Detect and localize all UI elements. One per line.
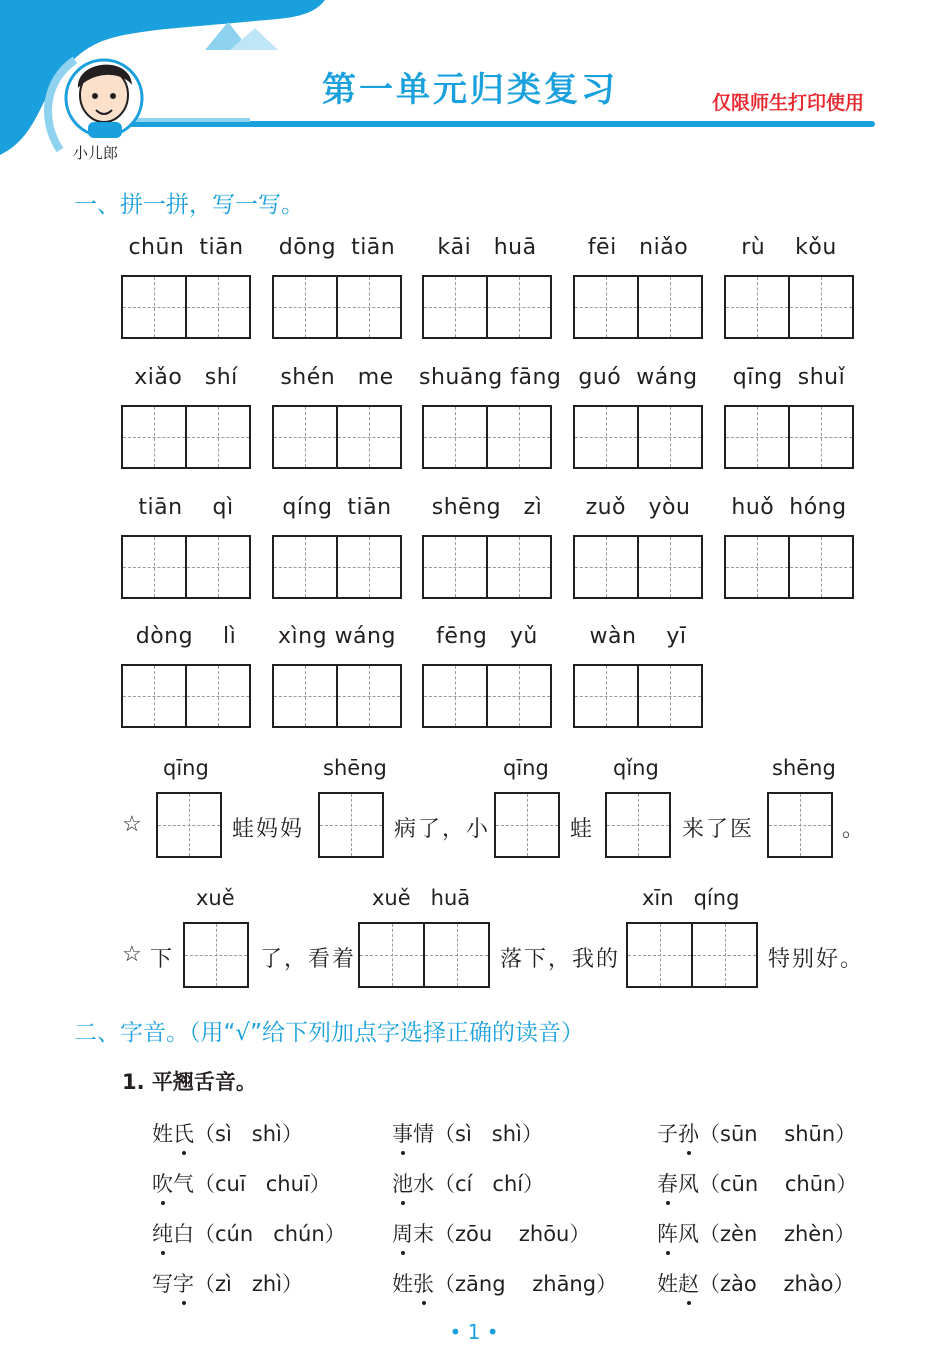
writing-box-pair[interactable]	[358, 922, 490, 988]
pinyin-label: wàn yī	[589, 624, 687, 649]
pinyin-options[interactable]: （cún chún）	[194, 1222, 346, 1246]
pinyin-options[interactable]: （sì shì）	[434, 1122, 543, 1146]
question1-title: 1. 平翘舌音。	[122, 1070, 257, 1094]
character: 周	[392, 1218, 413, 1248]
pronunciation-item	[657, 1168, 857, 1198]
character: 姓	[392, 1272, 413, 1296]
writing-box-pair[interactable]	[422, 664, 552, 728]
character: 水	[413, 1172, 434, 1196]
writing-box[interactable]	[494, 792, 560, 858]
pronunciation-item	[392, 1168, 544, 1198]
writing-box-pair[interactable]	[422, 405, 552, 469]
character: 氏	[173, 1118, 194, 1148]
sentence2-pinyin: xuě	[196, 886, 235, 910]
pronunciation-item	[392, 1218, 590, 1248]
pinyin-label: xìng wáng	[278, 624, 396, 649]
print-notice: 仅限师生打印使用	[712, 92, 865, 114]
pinyin-label: shuāng fāng	[419, 365, 562, 390]
writing-box-pair[interactable]	[422, 275, 552, 339]
pronunciation-item	[657, 1218, 856, 1248]
pronunciation-item	[392, 1118, 543, 1148]
sentence1-pinyin: qīng	[163, 756, 209, 780]
writing-box-pair[interactable]	[272, 535, 402, 599]
writing-box-pair[interactable]	[272, 664, 402, 728]
pinyin-label: qíng tiān	[282, 495, 392, 520]
pinyin-label: dòng lì	[135, 624, 237, 649]
character: 写	[152, 1272, 173, 1296]
character: 情	[413, 1122, 434, 1146]
sentence1-text: 病了，小	[394, 817, 491, 842]
pinyin-label: guó wáng	[578, 365, 698, 390]
character: 孙	[678, 1118, 699, 1148]
pinyin-options[interactable]: （cūn chūn）	[699, 1172, 858, 1196]
writing-box-pair[interactable]	[724, 405, 854, 469]
bicycle-icon	[160, 30, 198, 50]
sentence1-pinyin: qǐng	[613, 756, 659, 780]
sentence1-pinyin: shēng	[772, 756, 836, 780]
writing-box-pair[interactable]	[272, 405, 402, 469]
character: 白	[173, 1222, 194, 1246]
star-icon: ☆	[122, 942, 144, 967]
pinyin-label: xiǎo shí	[134, 365, 238, 390]
pinyin-label: tiān qì	[138, 495, 234, 520]
character: 姓	[657, 1272, 678, 1296]
page-number: • 1 •	[449, 1320, 499, 1344]
writing-box[interactable]	[318, 792, 384, 858]
character: 风	[678, 1172, 699, 1196]
pinyin-options[interactable]: （zōu zhōu）	[434, 1222, 591, 1246]
character: 气	[173, 1172, 194, 1196]
mountain-icon	[205, 22, 278, 50]
pinyin-options[interactable]: （sūn shūn）	[699, 1122, 857, 1146]
pronunciation-item	[657, 1118, 856, 1148]
character: 姓	[152, 1122, 173, 1146]
writing-box-pair[interactable]	[573, 664, 703, 728]
writing-box-pair[interactable]	[573, 535, 703, 599]
writing-box[interactable]	[767, 792, 833, 858]
sentence1-text: 。	[842, 817, 867, 842]
character: 事	[392, 1118, 413, 1148]
section1-title: 一、拼一拼，写一写。	[74, 192, 304, 218]
character: 阵	[657, 1218, 678, 1248]
writing-box-pair[interactable]	[573, 405, 703, 469]
pinyin-label: qīng shuǐ	[732, 365, 846, 390]
character: 末	[413, 1222, 434, 1246]
sentence2-text: 落下，我的	[500, 947, 621, 972]
pinyin-label: shén me	[280, 365, 394, 390]
character: 春	[657, 1168, 678, 1198]
mascot-label: 小儿郎	[73, 144, 119, 162]
sentence1-text: 来了医	[682, 817, 755, 842]
sentence2-pinyin: xuě huā	[372, 886, 471, 910]
sentence1-text: 蛙	[570, 817, 595, 842]
writing-box-pair[interactable]	[724, 275, 854, 339]
sentence1-text: 蛙妈妈	[232, 817, 305, 842]
pinyin-label: fēng yǔ	[436, 624, 538, 649]
sentence2-text: 了，看着	[260, 947, 357, 972]
pronunciation-item	[152, 1218, 346, 1248]
sentence1-pinyin: qīng	[503, 756, 549, 780]
sentence2-pinyin: xīn qíng	[642, 886, 740, 910]
writing-box[interactable]	[156, 792, 222, 858]
character: 池	[392, 1168, 413, 1198]
sentence1-pinyin: shēng	[323, 756, 387, 780]
writing-box-pair[interactable]	[724, 535, 854, 599]
pinyin-options[interactable]: （zèn zhèn）	[699, 1222, 856, 1246]
pinyin-label: zuǒ yòu	[585, 495, 691, 520]
pinyin-label: chūn tiān	[128, 235, 244, 260]
mascot-avatar	[66, 60, 142, 138]
pronunciation-item	[152, 1268, 303, 1298]
sentence2-text: 下	[150, 947, 175, 972]
character: 子	[657, 1122, 678, 1146]
writing-box-pair[interactable]	[121, 664, 251, 728]
pinyin-options[interactable]: （sì shì）	[194, 1122, 303, 1146]
character: 纯	[152, 1218, 173, 1248]
writing-box-pair[interactable]	[573, 275, 703, 339]
pinyin-label: kāi huā	[437, 235, 537, 260]
writing-box-pair[interactable]	[121, 535, 251, 599]
writing-box[interactable]	[183, 922, 249, 988]
section2-title: 二、字音。（用“√”给下列加点字选择正确的读音）	[74, 1020, 584, 1046]
star-icon: ☆	[122, 812, 144, 837]
writing-box[interactable]	[605, 792, 671, 858]
pronunciation-item	[657, 1268, 855, 1298]
sentence2-text: 特别好。	[768, 947, 865, 972]
pinyin-label: fēi niǎo	[587, 235, 689, 260]
character: 吹	[152, 1168, 173, 1198]
pronunciation-item	[152, 1118, 303, 1148]
pronunciation-item	[392, 1268, 617, 1298]
pronunciation-item	[152, 1168, 331, 1198]
pinyin-options[interactable]: （zào zhào）	[699, 1272, 855, 1296]
character: 张	[413, 1268, 434, 1298]
writing-box-pair[interactable]	[121, 405, 251, 469]
writing-box-pair[interactable]	[121, 275, 251, 339]
character: 风	[678, 1222, 699, 1246]
pinyin-label: dōng tiān	[278, 235, 396, 260]
character: 赵	[678, 1268, 699, 1298]
character: 字	[173, 1268, 194, 1298]
pinyin-label: shēng zì	[431, 495, 543, 520]
writing-box-pair[interactable]	[626, 922, 758, 988]
pinyin-options[interactable]: （cuī chuī）	[194, 1172, 331, 1196]
pinyin-options[interactable]: （zì zhì）	[194, 1272, 304, 1296]
pinyin-options[interactable]: （zāng zhāng）	[434, 1272, 618, 1296]
pinyin-label: huǒ hóng	[731, 495, 847, 520]
page-title: 第一单元归类复习	[322, 70, 618, 110]
writing-box-pair[interactable]	[272, 275, 402, 339]
pinyin-options[interactable]: （cí chí）	[434, 1172, 545, 1196]
writing-box-pair[interactable]	[422, 535, 552, 599]
pinyin-label: rù kǒu	[741, 235, 837, 260]
